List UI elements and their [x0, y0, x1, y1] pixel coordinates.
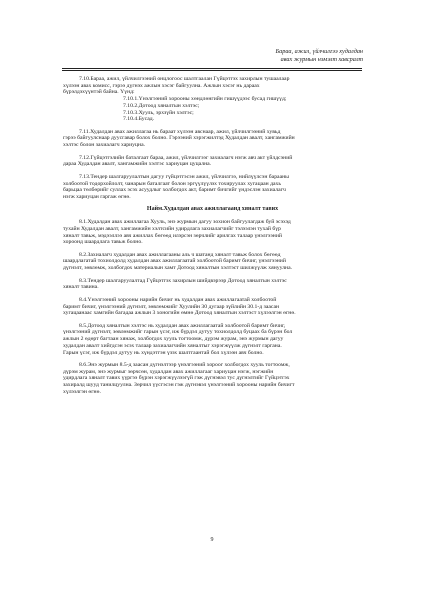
text-line: хүлээлгэн өгнө. — [63, 388, 101, 395]
header-rule-thin — [62, 70, 362, 71]
paragraph-7-13 — [63, 174, 362, 201]
paragraph-8-6 — [63, 362, 362, 396]
text-line: хяналт тавьж, мэдээллээ авч ажиллах бөгөөд илэрсэн зөрчлийг арилгах талаар үнэлгээний — [63, 232, 282, 239]
list-item: 7.10.4.Бусад. — [123, 116, 155, 123]
text-line: гэрээ байгуулснаар дуусгавар болох болно. Гэрээний хэрэгжилтэд Худалдан авалт, хангамжийн — [63, 135, 295, 142]
text-line: худалдан авалт хийгдсэн эсэх талаар захиалагчийн хяналтыг хэрэгжүүлж дүгнэлт гаргана. — [63, 342, 282, 349]
paragraph-8-4 — [63, 297, 362, 317]
text-line: хяналт тавина. — [63, 284, 99, 291]
paragraph-8-1 — [63, 219, 362, 246]
text-line: хэлтэс болон захиалагч хариуцна. — [63, 142, 146, 149]
header-line-1: Бараа, ажил, үйлчилгээ худалдан — [275, 48, 363, 55]
text-line: хугацаанаас хамгийн багадаа ажлын 3 хоногийн өмнө Дотоод хяналтын хэлтэст хүлээлгэн өгнө. — [63, 310, 296, 317]
text-line: дараа Худалдан авалт, хангамжийн хэлтэс хариуцан цуцална. — [63, 161, 212, 168]
page-number: 9 — [210, 537, 214, 543]
text-line: нэгж хариуцан гаргаж өгнө. — [63, 193, 131, 200]
text-line: үнэлгээний дүгнэлт, зөвлөмжийг гарын үсэг, иж бүрдэл дутуу тохиолдолд буцаах ба бүрэн бол — [63, 329, 293, 336]
text-line: 7.10.Бараа, ажил, үйлчилгээний онцлогоос шалтгаалан Гүйцэтгэх захирлын тушаалаар — [79, 76, 290, 82]
text-line: 8.5.Дотоод хяналтын хэлтэс нь худалдан авах ажиллагаатай холбоотой баримт бичиг, — [79, 322, 286, 329]
text-line: 7.12.Гүйцэтгэлийн баталгаат бараа, ажил, үйлчилгээг захиалагч нэгж авч акт үйлдсэний — [79, 154, 293, 161]
header-line-2: авах журмын нэмэлт хавсралт — [280, 56, 363, 63]
document-body — [63, 76, 362, 401]
text-line: Гарын үсэг, иж бүрдэл дутуу нь хүндэтгэн үзэх шалтгаантай бол хүлээн авч болно. — [63, 349, 264, 356]
paragraph-8-3 — [63, 278, 362, 291]
text-line: 8.1.Худалдан авах ажиллагаа Хууль, энэ журмын дагуу зохион байгуулагдаж буй эсэхэд — [79, 219, 291, 226]
text-line: хороонд шаардлага тавьж болно. — [63, 239, 143, 246]
text-line: холбоотой тодорхойлолт, чанарын баталгаат болон эргүүлүүлэх тохируулах хугацаан дахь — [63, 180, 281, 187]
list-item: 7.10.1.Үнэлгээний хорооны хөндлөнгийн гишүүдээс бусад гишүүд; — [123, 96, 287, 103]
text-line: тухайн Худалдан авалт, хангамжийн хэлтсийн удирдлага захиалагчийг тэлээлэн тухай бүр — [63, 225, 281, 232]
text-line: 7.11.Худалдан авах ажиллагаа нь бараат хүлээн авснаар, ажил, үйлчилгээний хувьд — [79, 128, 281, 135]
text-line: 8.4.Үнэлгээний хорооны нарийн бичиг нь худалдан авах ажиллагаатай холбоотой — [79, 296, 277, 303]
text-line: хүлээн авах комисс, гэрээ дүгнэх ажлын хэсэг байгуулна. Ажлын хэсэг нь дараах — [63, 82, 260, 89]
header-rule-thick — [62, 68, 362, 69]
text-line: 8.3.Тендер шалгаруулалтад Гүйцэтгэх захирлын шийдвэрээр Дотоод хяналтын хэлтэс — [79, 277, 287, 284]
text-line: шаардлагатай тохиолдолд худалдан авах ажиллагаатай холбоотой баримт бичиг, үнэлгээний — [63, 258, 286, 265]
section-title: Найм.Худалдан авах ажиллагаанд хяналт тавих — [146, 206, 279, 213]
text-line: 8.6.Энэ журмын 8.5-д заасан дүгнэлтээр үнэлгээний хороог холбогдох хууль тогтоомж, — [79, 362, 290, 369]
text-line: бүрэлдэхүүнтэй байна. Үүнд: — [63, 89, 135, 96]
text-line: 8.2.Захиалагч худалдан авах ажиллагааны аль ч шатанд хяналт тавьж болох бөгөөд — [79, 251, 281, 258]
running-header — [275, 48, 363, 64]
text-line: удирдлага хяналт тавих үүргээ бүрэн хэрэгжүүлээгүй гэж дүгнэвэл тус дүгнэлтийг Гүйцэтгэх — [63, 375, 290, 382]
text-line: дүгнэлт, зөвлөмж, холбогдох материалын хамт Дотоод хяналтын хэлтэст шилжүүлж хянуулна. — [63, 265, 293, 272]
paragraph-8-5 — [63, 323, 362, 357]
list-item: 7.10.3.Хууль, эрхзүйн хэлтэс; — [123, 109, 194, 116]
paragraph-7-10 — [63, 76, 362, 96]
list-7-10 — [63, 96, 362, 123]
paragraph-7-12 — [63, 155, 362, 168]
list-item: 7.10.2.Дотоод хяналтын хэлтэс; — [123, 102, 200, 109]
text-line: захиралд шууд танилцуулна. Зөрчил үүсгэсэн гэж дүгнэвэл үнэлгээний хорооны нарийн бичигт — [63, 382, 295, 389]
text-line: 7.13.Тендер шалгаруулалтын дагуу гүйцэтгэсэн ажил, үйлчилгээ, нийлүүлсэн барааны — [79, 173, 289, 180]
text-line: ажлын 2 өдөрт багтаан хянаж, холбогдох хууль тогтоомж, дүрэм журам, энэ журмын дагуу — [63, 336, 284, 343]
paragraph-8-2 — [63, 252, 362, 272]
text-line: дүрэм журам, энэ журмыг зөрчсөн, худалдан авах ажиллагааг хариуцан нэгж, нэгжийн — [63, 368, 274, 375]
text-line: баримт бичиг, үнэлгээний дүгнэлт, зөвлөмжийг Хуулийн 30 дугаар зүйлийн 30.1-д заасан — [63, 303, 280, 310]
paragraph-7-11 — [63, 129, 362, 149]
text-line: барьцаа төлбөрийг суллах эсэх асуудлыг холбогдох акт, баримт бичгийг үндэслэн захиалагч — [63, 187, 286, 194]
